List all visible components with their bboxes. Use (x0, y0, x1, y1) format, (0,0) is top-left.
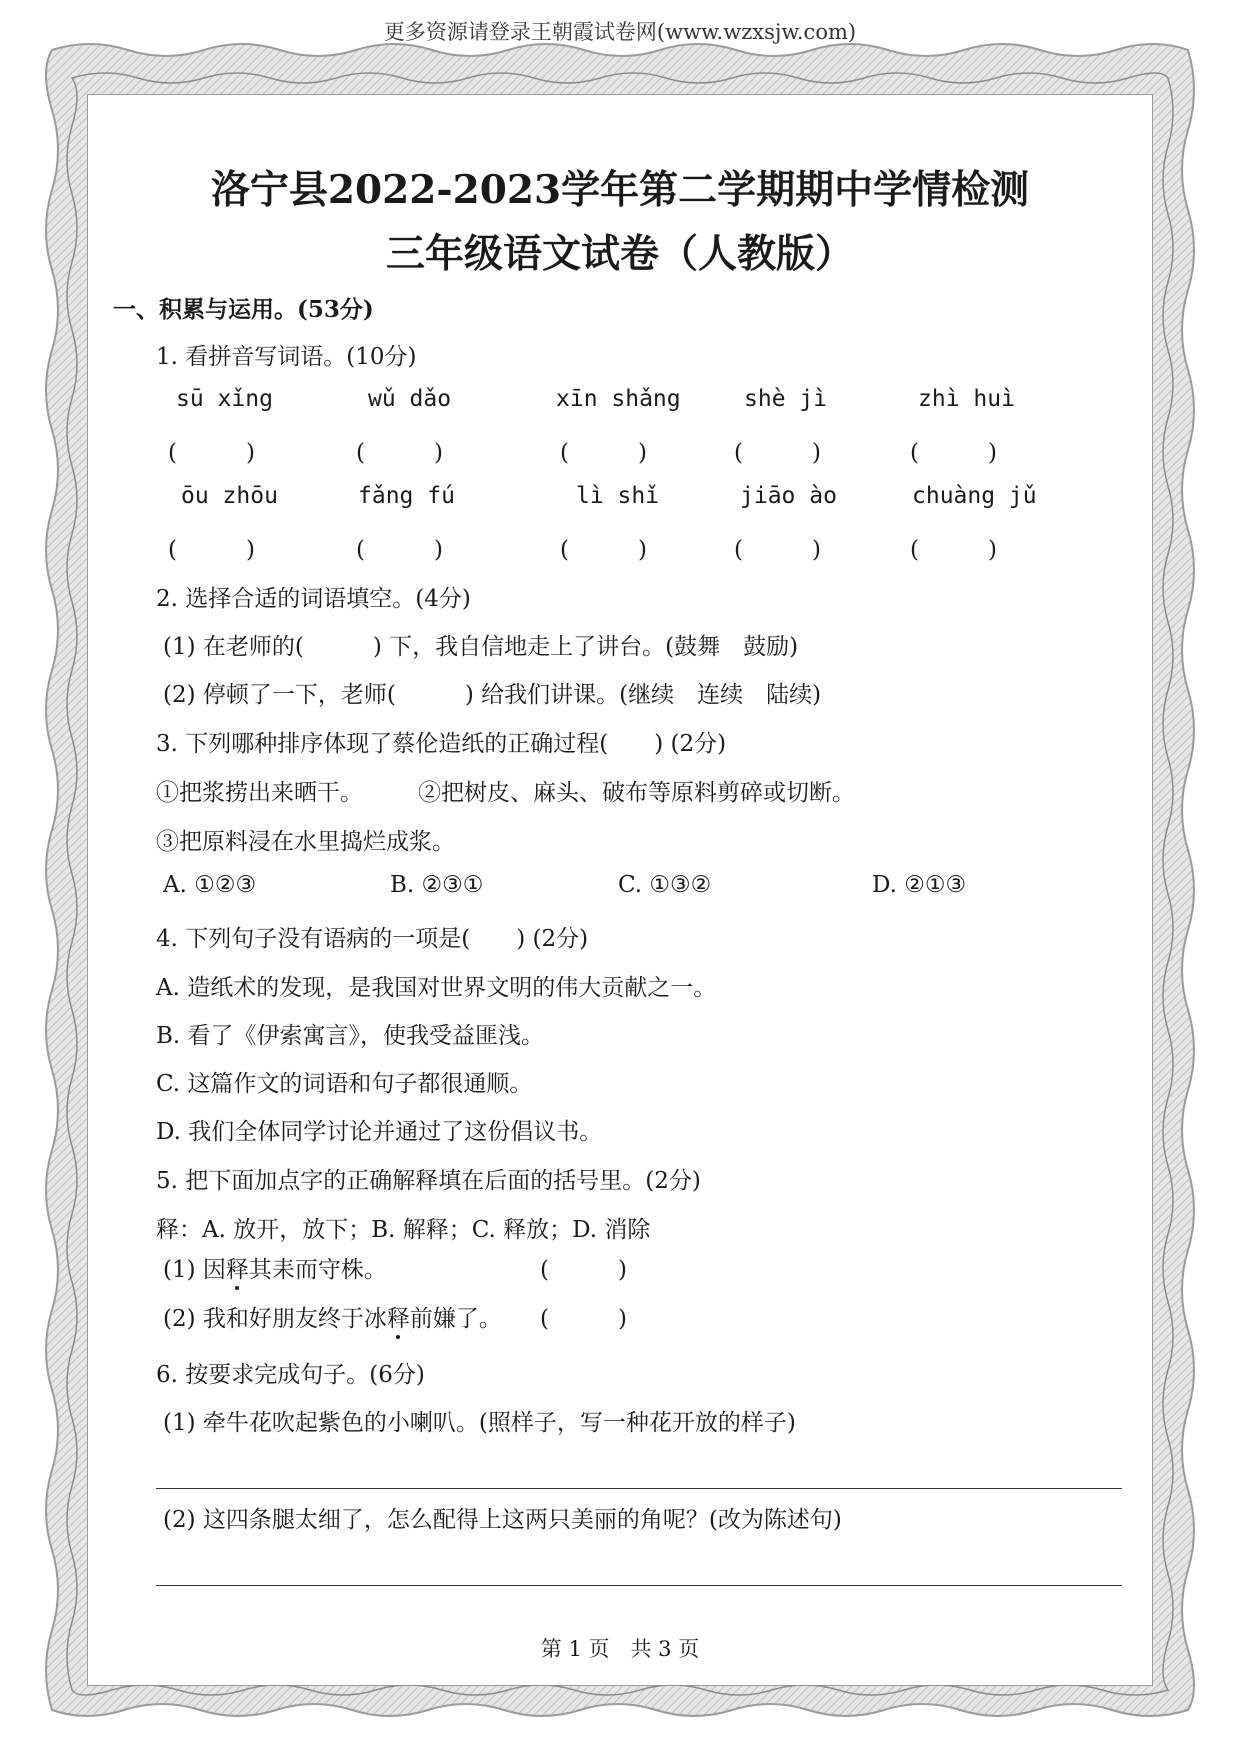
question-5-item-2 (163, 1300, 502, 1333)
exam-title: 洛宁县2022-2023学年第二学期期中学情检测 (210, 167, 1030, 213)
item-text: 前嫌了。 (409, 1306, 502, 1332)
answer-blank[interactable]: ( ) (910, 440, 997, 466)
option-c[interactable]: C. 这篇作文的词语和句子都很通顺。 (156, 1071, 533, 1097)
question-1-heading: 1. 看拼音写词语。(10分) (156, 344, 417, 370)
question-3-heading: 3. 下列哪种排序体现了蔡伦造纸的正确过程( ) (2分) (156, 731, 727, 757)
pinyin: xīn shǎng (556, 386, 681, 412)
option-a[interactable]: A. 造纸术的发现，是我国对世界文明的伟大贡献之一。 (156, 975, 717, 1001)
answer-blank[interactable]: ( ) (356, 537, 443, 563)
section-heading: 一、积累与运用。(53分) (113, 296, 374, 323)
answer-blank[interactable]: ( ) (560, 440, 647, 466)
item-text: 其耒而守株。 (248, 1257, 387, 1283)
page-number: 第 1 页 共 3 页 (540, 1637, 700, 1661)
pinyin: lì shǐ (576, 483, 660, 509)
item-text: (2) 我和好朋友终于冰 (163, 1306, 387, 1332)
option-d[interactable]: D. 我们全体同学讨论并通过了这份倡议书。 (156, 1119, 603, 1145)
question-3-step-2: ②把树皮、麻头、破布等原料剪碎或切断。 (418, 780, 855, 806)
answer-blank[interactable]: ( ) (560, 537, 647, 563)
question-6-item-2: (2) 这四条腿太细了，怎么配得上这两只美丽的角呢？(改为陈述句) (163, 1507, 842, 1533)
answer-blank[interactable]: ( ) (910, 537, 997, 563)
pinyin: chuàng jǔ (912, 483, 1037, 509)
option-c[interactable]: C. ①③② (618, 872, 712, 898)
option-a[interactable]: A. ①②③ (163, 872, 257, 898)
answer-blank[interactable]: ( ) (356, 440, 443, 466)
emphasized-char: 释 (387, 1300, 410, 1333)
pinyin: wǔ dǎo (368, 386, 452, 412)
site-banner: 更多资源请登录王朝霞试卷网(www.wzxsjw.com) (383, 20, 857, 44)
pinyin: jiāo ào (740, 483, 837, 509)
answer-line[interactable] (156, 1585, 1122, 1586)
exam-subtitle: 三年级语文试卷（人教版） (385, 231, 854, 277)
answer-blank[interactable]: ( ) (734, 440, 821, 466)
option-d[interactable]: D. ②①③ (872, 872, 967, 898)
question-4-heading: 4. 下列句子没有语病的一项是( ) (2分) (156, 926, 589, 952)
question-2-heading: 2. 选择合适的词语填空。(4分) (156, 586, 471, 612)
answer-blank[interactable]: ( ) (168, 537, 255, 563)
question-6-heading: 6. 按要求完成句子。(6分) (156, 1362, 425, 1388)
question-2-item-1: (1) 在老师的( ) 下，我自信地走上了讲台。(鼓舞 鼓励) (163, 634, 799, 660)
emphasized-char: 释 (226, 1251, 249, 1284)
answer-blank[interactable]: ( ) (540, 1306, 627, 1332)
question-6-item-1: (1) 牵牛花吹起紫色的小喇叭。(照样子，写一种花开放的样子) (163, 1410, 796, 1436)
exam-paper (88, 95, 1152, 1685)
question-3-step-3: ③把原料浸在水里捣烂成浆。 (156, 829, 455, 855)
option-b[interactable]: B. 看了《伊索寓言》，使我受益匪浅。 (156, 1023, 545, 1049)
answer-blank[interactable]: ( ) (734, 537, 821, 563)
answer-line[interactable] (156, 1488, 1122, 1489)
item-text: (1) 因 (163, 1257, 226, 1283)
question-5-heading: 5. 把下面加点字的正确解释填在后面的括号里。(2分) (156, 1168, 701, 1194)
question-2-item-2: (2) 停顿了一下，老师( ) 给我们讲课。(继续 连续 陆续) (163, 682, 822, 708)
pinyin: shè jì (744, 386, 828, 412)
question-5-meanings: 释：A. 放开，放下；B. 解释；C. 释放；D. 消除 (156, 1217, 651, 1243)
pinyin: ōu zhōu (181, 483, 278, 509)
question-3-step-1: ①把浆捞出来晒干。 (156, 780, 363, 806)
option-b[interactable]: B. ②③① (390, 872, 484, 898)
answer-blank[interactable]: ( ) (540, 1257, 627, 1283)
pinyin: fǎng fú (358, 483, 455, 509)
answer-blank[interactable]: ( ) (168, 440, 255, 466)
pinyin: sū xǐng (176, 386, 273, 412)
question-5-item-1 (163, 1251, 387, 1284)
pinyin: zhì huì (918, 386, 1015, 412)
